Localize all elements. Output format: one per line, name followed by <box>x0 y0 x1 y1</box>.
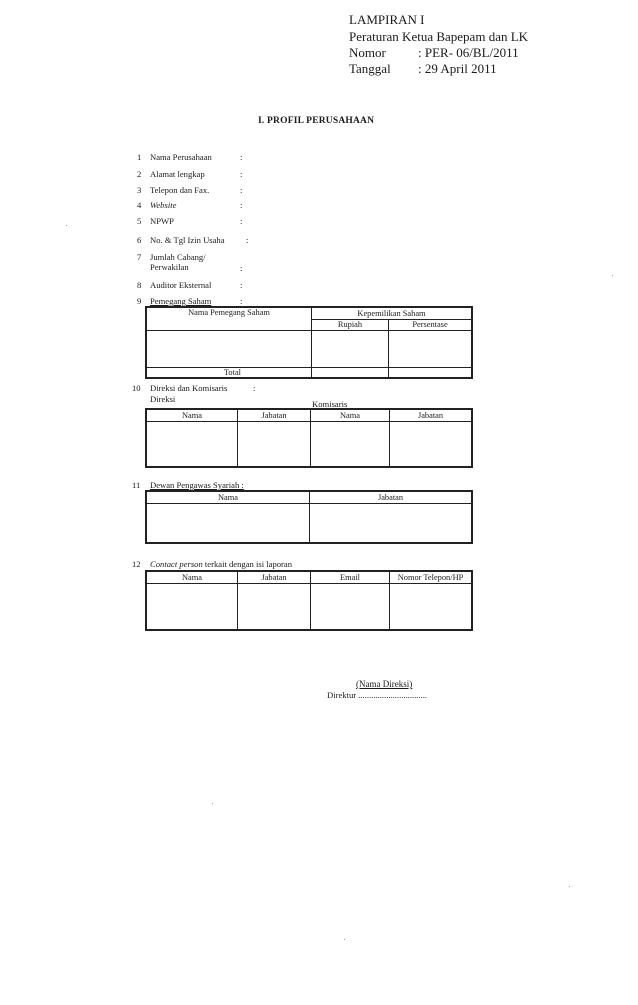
commissioner-position-header: Jabatan <box>390 409 473 421</box>
rupiah-header: Rupiah <box>312 319 389 330</box>
direksi-label: Direksi <box>150 394 176 404</box>
contact-position-cell <box>238 583 311 630</box>
contact-table <box>145 570 473 631</box>
komisaris-label: Komisaris <box>312 399 348 409</box>
directors-colon: : <box>253 383 256 393</box>
field-label-company-name: Nama Perusahaan <box>150 152 212 162</box>
shareholder-name-header: Nama Pemegang Saham <box>146 307 312 330</box>
director-position-cell <box>238 421 311 467</box>
field-label-branches-line2: Perwakilan <box>150 262 189 272</box>
commissioner-name-header: Nama <box>311 409 390 421</box>
field-label-auditor: Auditor Eksternal <box>150 280 212 290</box>
section-title: I. PROFIL PERUSAHAAN <box>258 116 375 126</box>
field-number: 8 <box>137 280 142 290</box>
commissioner-name-cell <box>311 421 390 467</box>
section-number: 11 <box>132 480 141 490</box>
tanggal-value: : 29 April 2011 <box>418 61 497 76</box>
contact-email-header: Email <box>311 571 390 583</box>
field-number: 9 <box>137 296 142 306</box>
sharia-position-cell <box>310 503 473 543</box>
sharia-title: Dewan Pengawas Syariah : <box>150 480 244 490</box>
total-label: Total <box>146 367 312 378</box>
field-label-branches: Jumlah Cabang/ <box>150 252 206 262</box>
director-name-cell <box>146 421 238 467</box>
field-number: 6 <box>137 235 142 245</box>
contact-name-cell <box>146 583 238 630</box>
scan-speck <box>344 939 345 940</box>
section-number: 12 <box>132 559 141 569</box>
total-rupiah-cell <box>312 367 389 378</box>
shareholders-table <box>145 306 473 379</box>
field-label-phone-fax: Telepon dan Fax. <box>150 185 210 195</box>
field-label-npwp: NPWP <box>150 216 174 226</box>
attachment-label: LAMPIRAN I <box>349 12 425 27</box>
section-number: 10 <box>132 383 141 393</box>
directors-table <box>145 408 473 468</box>
percent-header: Persentase <box>389 319 473 330</box>
field-number: 5 <box>137 216 142 226</box>
commissioner-position-cell <box>390 421 473 467</box>
field-label-shareholders: Pemegang Saham <box>150 296 212 306</box>
nomor-value: : PER- 06/BL/2011 <box>418 45 519 60</box>
field-number: 7 <box>137 252 142 262</box>
contact-name-header: Nama <box>146 571 238 583</box>
contact-title-rest: terkait dengan isi laporan <box>202 559 293 569</box>
field-colon: : <box>240 216 243 226</box>
field-colon: : <box>240 152 243 162</box>
field-number: 3 <box>137 185 142 195</box>
signatory-name: (Nama Direksi) <box>356 679 413 689</box>
shareholder-name-cell <box>146 330 312 367</box>
field-colon: : <box>240 296 243 306</box>
contact-title-italic: Contact person <box>150 559 203 569</box>
scan-speck <box>569 886 570 887</box>
percent-cell <box>389 330 473 367</box>
director-name-header: Nama <box>146 409 238 421</box>
sharia-position-header: Jabatan <box>310 491 473 503</box>
scan-speck <box>612 275 613 276</box>
field-colon: : <box>240 263 243 273</box>
contact-email-cell <box>311 583 390 630</box>
contact-phone-header: Nomor Telepon/HP <box>390 571 473 583</box>
tanggal-label: Tanggal <box>349 61 391 76</box>
ownership-header: Kepemilikan Saham <box>312 307 473 319</box>
directors-title: Direksi dan Komisaris <box>150 383 228 393</box>
contact-position-header: Jabatan <box>238 571 311 583</box>
total-percent-cell <box>389 367 473 378</box>
nomor-label: Nomor <box>349 45 386 60</box>
field-colon: : <box>240 185 243 195</box>
field-label-license: No. & Tgl Izin Usaha <box>150 235 225 245</box>
sharia-name-cell <box>146 503 310 543</box>
sharia-table <box>145 490 473 544</box>
signatory-role: Direktur ................................ <box>327 690 428 700</box>
field-label-website: Website <box>150 200 177 210</box>
field-label-address: Alamat lengkap <box>150 169 205 179</box>
regulation-title: Peraturan Ketua Bapepam dan LK <box>349 29 529 44</box>
director-position-header: Jabatan <box>238 409 311 421</box>
scan-speck <box>212 803 213 804</box>
scan-speck <box>66 225 67 226</box>
field-colon: : <box>240 169 243 179</box>
sharia-name-header: Nama <box>146 491 310 503</box>
field-colon: : <box>240 280 243 290</box>
field-number: 1 <box>137 152 142 162</box>
field-number: 2 <box>137 169 142 179</box>
field-number: 4 <box>137 200 142 210</box>
field-colon: : <box>240 200 243 210</box>
rupiah-cell <box>312 330 389 367</box>
contact-phone-cell <box>390 583 473 630</box>
field-colon: : <box>246 235 249 245</box>
contact-title <box>150 559 292 569</box>
